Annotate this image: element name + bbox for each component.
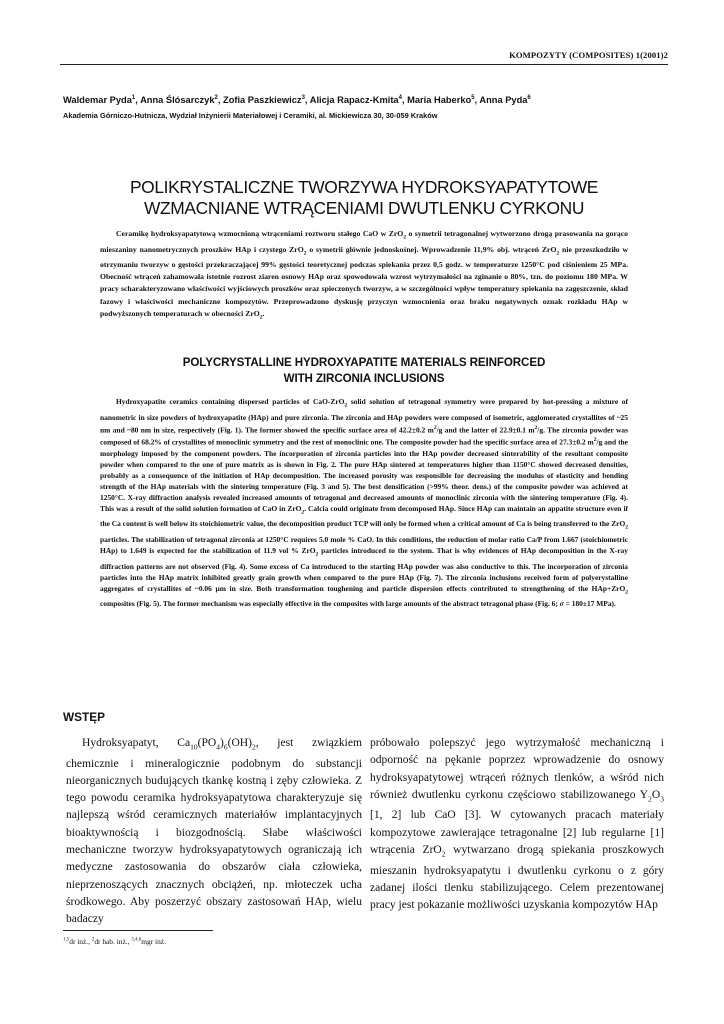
body-column-left (66, 735, 362, 929)
footnote-text: dr inż., (69, 937, 92, 946)
author-name: Maria Haberko (407, 95, 472, 106)
superscript: 2 (534, 424, 538, 431)
body-text: O (651, 788, 661, 801)
footnote-index: 1,5 (63, 937, 70, 943)
author-name: Anna Ślósarczyk (140, 95, 215, 106)
footnote-rule (63, 930, 213, 931)
title-english-line: WITH ZIRCONIA INCLUSIONS (283, 372, 445, 385)
abstract-text: /g. The zirconia powder was composed of 68.2% of crystallites of monoclinic symmetry and the rest of monoclinic one. The composite powder had the specific surface area of 27.3±0.2 m (100, 425, 628, 447)
body-text: ) (220, 737, 224, 749)
abstract-text: solid solution of tetragonal symmetry were prepared by hot-pressing a mixture of nanometric in size powders of hydroxyapatite (HAp) and pure zirconia. The zirconia and HAp powders were composed of isometric, agglomerated crystallites of ~25 nm and ~80 nm in size, respectively (Fig. 1). The former showed the specific surface area of 42.2±0.2 m (100, 397, 628, 435)
subscript: 6 (223, 742, 228, 752)
footnote-index: 2 (91, 937, 95, 943)
title-polish-line: WZMACNIANE WTRĄCENIAMI DWUTLENKU CYRKONU (143, 198, 585, 218)
running-head: KOMPOZYTY (COMPOSITES) 1(2001)2 (509, 50, 668, 60)
subscript: 10 (190, 742, 198, 752)
abstract-text: . (262, 308, 265, 318)
subscript: 2 (625, 589, 628, 596)
footnote (63, 937, 166, 946)
abstract-text: o symetrii głównie jednoskośnej. Wprowadzenie 11,9% obj. wtrąceń ZrO (306, 244, 557, 254)
section-heading: WSTĘP (63, 710, 105, 724)
subscript: 2 (441, 849, 446, 859)
author-index: 4 (398, 95, 402, 101)
author-name: Anna Pyda (479, 95, 528, 106)
body-text: [1, 2] lub CaO [3]. W cytowanych pracach materiały kompozytowe zawierające tetragonalne [2] lub regularne [1] wtrącenia ZrO (370, 809, 664, 857)
abstract-text: o symetrii tetragonalnej wytworzono drogą prasowania na gorąco mieszaniny nanometrycznych proszków HAp i czystego ZrO (100, 229, 628, 254)
body-text: próbowało polepszyć jego wytrzymałość mechaniczną i odporność na pękanie poprzez wprowadzenie do osnowy hydroksyapatytowej wtrąceń różnych tlenków, a wśród nich również dwutlenku cyrkonu częściowo stabilizowanego Y (370, 737, 664, 801)
body-text: (PO (197, 737, 217, 749)
subscript: 2 (259, 314, 263, 321)
title-polish-line: POLIKRYSTALICZNE TWORZYWA HYDROKSYAPATYTOWE (129, 177, 599, 197)
author-index: 3 (301, 95, 305, 101)
author-index: 6 (527, 95, 531, 101)
subscript: 2 (556, 250, 560, 257)
abstract-text: Hydroxyapatite ceramics containing dispersed particles of CaO-ZrO (116, 397, 345, 406)
abstract-text: nie przeszkodziło w otrzymaniu tworzyw o gęstości przekraczającej 99% gęstości teoretycznej podczas spiekania przez 0,5 godz. w temperaturze 1250°C pod ciśnieniem 25 MPa. Obecność wtrąceń zahamowała istotnie rozrost ziaren osnowy HAp oraz spowodowała wzrost wytrzymałości na zginanie o 80%, tzn. do poziomu 180 MPa. W pracy scharakteryzowano właściwości wyjściowych proszków oraz spieczonych tworzyw, a w szczególności wpływ temperatury spiekania na zagęszczenie, skład fazowy i właściwości mechaniczne kompozytów. Przeprowadzono dyskusję przyczyn wzmocnienia oraz braku negatywnych oznak rozkładu HAp w podwyższonych temperaturach w obecności ZrO (100, 244, 628, 318)
body-text: wytwarzano drogą spiekania proszkowych mieszanin hydroksyapatytu i dwutlenku cyrkonu o z góry zadanej ilości tlenku stabilizującego. Celem prezentowanej pracy jest pokazanie możliwości uzyskania kompozytów HAp (370, 844, 665, 912)
superscript: 2 (593, 437, 597, 444)
header-rule (60, 64, 668, 65)
subscript: 2 (315, 551, 319, 558)
abstract-text: composites (Fig. 5). The former mechanism was especially effective in the composites with large amounts of the abstract tetragonal phase (Fig. 6; (100, 599, 560, 609)
body-column-right (370, 735, 664, 915)
subscript: 4 (216, 742, 220, 752)
author-name: Zofia Paszkiewicz (223, 95, 302, 106)
author-index: 2 (214, 95, 218, 101)
author-name: Waldemar Pyda (63, 95, 132, 106)
abstract-text: = 180±17 MPa). (563, 599, 616, 609)
subscript: 2 (251, 742, 256, 752)
footnote-text: dr hab. inż., (94, 937, 132, 946)
author-list: Waldemar Pyda$^1$, Anna Ślósarczyk$^2$, Zofia Paszkiewicz$^3$, Alicja Rapacz-Kmita$^4$, Maria Haberko$^5$, Anna Pyda$^6$ (63, 95, 531, 106)
subscript: 2 (301, 509, 305, 516)
author-index: 1 (131, 95, 136, 101)
title-polish (60, 177, 668, 219)
subscript: 2 (344, 402, 348, 409)
title-english (60, 355, 668, 387)
subscript: 2 (648, 794, 652, 804)
abstract-text: particles. The stabilization of tetragonal zirconia at 1250°C requires 5.0 mole % CaO. In this conditions, the reduction of molar ratio Ca/P from 1.667 (stoichiometric HAp) to 1.649 is expected for the stabilization of 11.9 vol % ZrO (100, 534, 628, 555)
body-text: (OH) (227, 737, 252, 749)
author-name: Alicja Rapacz-Kmita (309, 95, 399, 106)
abstract-text: particles introduced to the system. That is why evidences of HAp decomposition in the X-ray diffraction patterns are not observed (Fig. 4). Some excess of Ca introduced to the starting HAp powder was also conductive to this. The incorporation of zirconia particles into the HAp matrix inhibited greatly grain growth when compared to the pure HAp (Fig. 7). The zirconia inclusions received form of polyerystalline aggregates of crystallites of ~0.06 μm in size. Both transformation toughening and particle dispersion effects contributed to strengthening of the HAp+ZrO (100, 545, 628, 593)
body-text: , jest związkiem chemicznie i mineralogicznie podobnym do substancji nieorganicznych budujących tkankę kostną i zęby człowieka. Z tego powodu ceramika hydroksyapatytowa charakteryzuje się najlepszą wśród ceramicznych materiałów implantacyjnych bioaktywnością i biozgodnością. Słabe właściwości mechaniczne tworzyw hydroksyapatytowych ograniczają ich medyczne zastosowania do obszarów ciała człowieka, nieprzenoszących znacznych obciążeń, np. młoteczek ucha środkowego. Aby poszerzyć obszary zastosowań HAp, wielu badaczy (66, 737, 362, 926)
affiliation: Akademia Górniczo-Hutnicza, Wydział Inżynierii Materiałowej i Ceramiki, al. Mickiewicza 30, 30-059 Kraków (63, 111, 438, 120)
author-index: 5 (471, 95, 475, 101)
footnote-index: 3,4,6 (131, 937, 142, 943)
title-english-line: POLYCRYSTALLINE HYDROXYAPATITE MATERIALS REINFORCED (182, 356, 546, 369)
body-text: Hydroksyapatyt, Ca (82, 737, 191, 749)
subscript: 3 (660, 794, 664, 804)
subscript: 2 (625, 524, 628, 531)
abstract-text: Ceramikę hydroksyapatytową wzmocnioną wtrąceniami roztworu stałego CaO w ZrO (116, 229, 404, 238)
abstract-text: . Calcia could originate from decomposed HAp. Since HAp can maintain an appatite structure even if the Ca content is well below its stoichiometric value, the decomposition product TCP will only be formed when a critical amount of Ca is being transferred to the ZrO (100, 503, 629, 529)
subscript: 2 (303, 250, 307, 257)
abstract-polish (100, 228, 628, 323)
sigma-symbol: σ (559, 599, 564, 609)
abstract-text: /g and the latter of 22.9±0.1 m (436, 425, 535, 435)
superscript: 2 (433, 424, 437, 431)
subscript: 2 (403, 234, 406, 241)
footnote-text: mgr inż. (141, 937, 166, 946)
abstract-text: /g and the morphology imposed by the component powders. The incorporation of zirconia particles into the HAp powder decreased sinterability of the resultant composite powder when compared to the one of pure matrix as is shown in Fig. 2. The pure HAp sintered at temperatures higher than 1150°C showed decreased densities, probably as a consequence of the initiation of HAp decomposition. The increased porosity was responsible for decreasing the modulus of elasticity and bending strength of the HAp materials with the sintering temperature (Fig. 3 and 5). The best densification (>99% theor. dens.) of the composite powder was achieved at 1250°C. X-ray diffraction analysis revealed increased amounts of tetragonal and decreased amounts of monoclinic zirconia with the sintering temperature (Fig. 4). This was a result of the solid solution formation of CaO in ZrO (100, 437, 628, 513)
abstract-english (100, 396, 628, 609)
